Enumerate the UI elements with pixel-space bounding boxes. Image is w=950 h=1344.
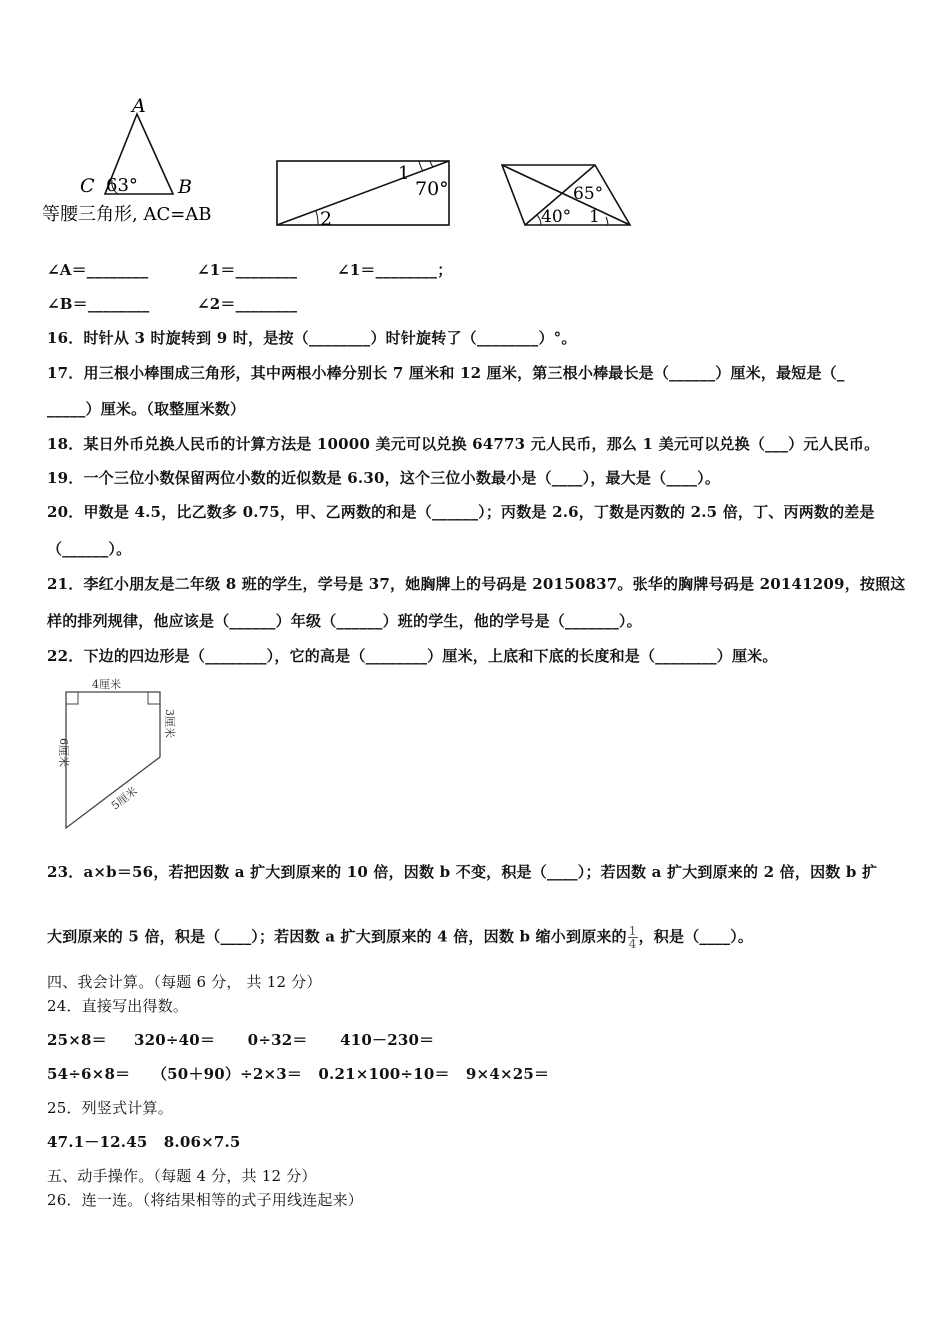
parallelogram-figure	[495, 155, 640, 235]
question-25: 25．列竖式计算。	[47, 1099, 173, 1117]
section-4-heading: 四、我会计算。（每题 6 分， 共 12 分）	[47, 973, 322, 991]
question-23-line-1: 23．a×b＝56，若把因数 a 扩大到原来的 10 倍，因数 b 不变，积是（____）；若因数 a 扩大到原来的 2 倍，因数 b 扩	[47, 863, 878, 881]
answer-angle-a: ∠A＝________	[47, 261, 149, 279]
question-16: 16．时针从 3 时旋转到 9 时，是按（________）时针旋转了（________）°。	[47, 329, 577, 347]
answer-rect-angle-2: ∠2＝________	[197, 295, 298, 313]
section-5-heading: 五、动手操作。（每题 4 分，共 12 分）	[47, 1167, 317, 1185]
vertex-a-label: A	[132, 95, 146, 117]
triangle-caption: 等腰三角形, AC=AB	[42, 204, 212, 225]
right-length-label: 3厘米	[163, 709, 176, 738]
slant-length-label: 5厘米	[108, 784, 140, 813]
question-20-line-2: （______）。	[47, 540, 132, 558]
top-length-label: 4厘米	[92, 678, 121, 691]
question-21-line-2: 样的排列规律，他应该是（______）年级（______）班的学生，他的学号是（_______）。	[47, 612, 642, 630]
question-26: 26．连一连。（将结果相等的式子用线连起来）	[47, 1191, 363, 1209]
question-22: 22．下边的四边形是（________），它的高是（________）厘米，上底和下底的长度和是（________）厘米。	[47, 647, 778, 665]
right-trapezoid-figure	[40, 675, 190, 840]
question-23-text-before: 大到原来的 5 倍，积是（____）；若因数 a 扩大到原来的 4 倍，因数 b 缩小到原来的	[47, 927, 627, 946]
vertex-b-label: B	[178, 176, 192, 198]
calc-row-1: 25×8＝ 320÷40＝ 0÷32＝ 410－230＝	[47, 1031, 435, 1049]
angle-70-label: 70°	[415, 178, 449, 200]
left-length-label: 6厘米	[57, 738, 70, 767]
answer-rect-angle-1: ∠1＝________	[197, 261, 298, 279]
angle-65-label: 65°	[573, 184, 604, 204]
question-24: 24．直接写出得数。	[47, 997, 189, 1015]
question-23-line-2	[47, 925, 753, 950]
answer-para-angle-1: ∠1＝________；	[337, 261, 453, 279]
question-23-text-after: ，积是（____）。	[638, 927, 754, 946]
question-17-line-2: _____）厘米。（取整厘米数）	[47, 400, 246, 418]
question-17-line-1: 17．用三根小棒围成三角形，其中两根小棒分别长 7 厘米和 12 厘米，第三根小棒最长是（______）厘米，最短是（_	[47, 364, 845, 382]
rectangle-diagonal-figure	[270, 155, 460, 235]
question-21-line-1: 21．李红小朋友是二年级 8 班的学生，学号是 37，她胸牌上的号码是 20150837。张华的胸牌号码是 20141209，按照这	[47, 575, 906, 593]
calc-row-3: 47.1－12.45 8.06×7.5	[47, 1133, 241, 1151]
angle-2-label: 2	[320, 208, 333, 230]
question-20-line-1: 20．甲数是 4.5，比乙数多 0.75，甲、乙两数的和是（______）；丙数是 2.6，丁数是丙数的 2.5 倍，丁、丙两数的差是	[47, 503, 875, 521]
calc-row-2: 54÷6×8＝ （50＋90）÷2×3＝ 0.21×100÷10＝ 9×4×25＝	[47, 1065, 550, 1083]
angle-63-label: 63°	[106, 175, 138, 196]
fraction-denominator: 4	[628, 937, 637, 951]
question-18: 18．某日外币兑换人民币的计算方法是 10000 美元可以兑换 64773 元人民币，那么 1 美元可以兑换（___）元人民币。	[47, 435, 880, 453]
vertex-c-label: C	[80, 175, 95, 197]
angle-40-label: 40°	[541, 207, 572, 227]
fraction-one-quarter	[628, 925, 638, 950]
angle-1-label: 1	[589, 207, 600, 227]
fraction-numerator: 1	[628, 924, 637, 938]
angle-1-label: 1	[398, 163, 410, 184]
isosceles-triangle-figure	[40, 92, 255, 232]
question-19: 19．一个三位小数保留两位小数的近似数是 6.30，这个三位小数最小是（____），最大是（____）。	[47, 469, 721, 487]
answer-angle-b: ∠B＝________	[47, 295, 150, 313]
